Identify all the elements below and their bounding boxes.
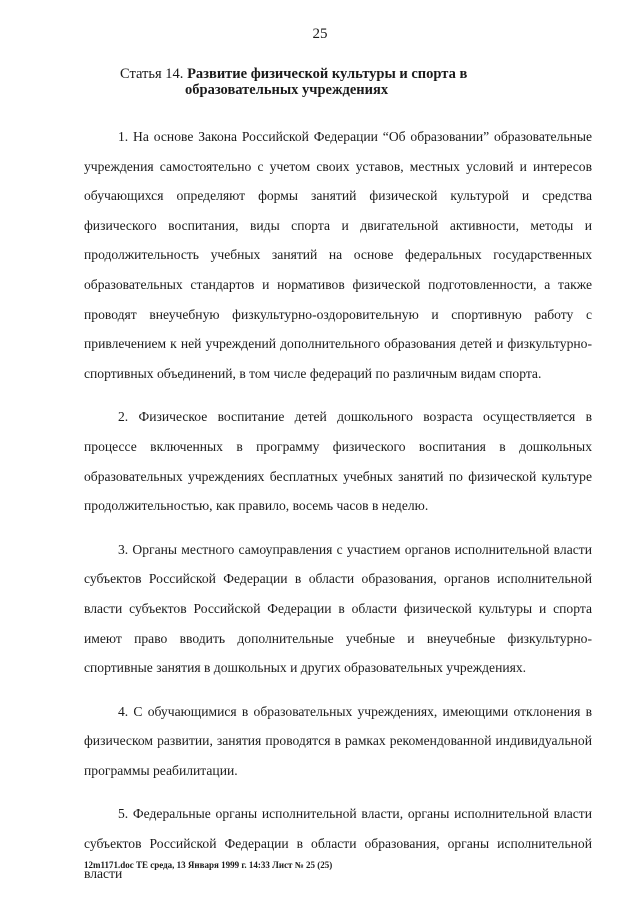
paragraph-5: 5. Федеральные органы исполнительной власти, органы исполнительной власти субъектов Российской Федерации в области образования, органы исполнительной власти	[84, 806, 592, 881]
paragraph-1: 1. На основе Закона Российской Федерации “Об образовании” образовательные учреждения самостоятельно с учетом своих уставов, местных условий и интересов обучающихся определяют формы занятий физической культурой и средства физического воспитания, виды спорта и двигательной активности, методы и продолжительность учебных занятий на основе федеральных государственных образовательных стандартов и нормативов физической подготовленности, а также проводят внеучебную физкультурно-оздоровительную и спортивную работу с привлечением к ней учреждений дополнительного образования детей и физкультурно-спортивных объединений, в том числе федераций по различным видам спорта.	[84, 129, 592, 381]
document-body	[84, 122, 592, 902]
article-title-line2: образовательных учреждениях	[185, 82, 389, 98]
paragraph-4: 4. С обучающимися в образовательных учреждениях, имеющими отклонения в физическом развитии, занятия проводятся в рамках рекомендованной индивидуальной программы реабилитации.	[84, 703, 592, 778]
paragraph-3: 3. Органы местного самоуправления с участием органов исполнительной власти субъектов Российской Федерации в области образования, органов исполнительной власти субъектов Российской Федерации в области физической культуры и спорта имеют право вводить дополнительные учебные и внеучебные физкультурно-спортивные занятия в дошкольных и других образовательных учреждениях.	[84, 541, 592, 676]
paragraph-2: 2. Физическое воспитание детей дошкольного возраста осуществляется в процессе включенных в программу физического воспитания в дошкольных образовательных учреждениях бесплатных учебных занятий по физической культуре продолжительностью, как правило, восемь часов в неделю.	[84, 409, 592, 514]
article-heading	[120, 66, 540, 98]
article-number: Статья 14.	[120, 66, 184, 82]
page-number: 25	[312, 26, 328, 42]
article-title-line1: Развитие физической культуры и спорта в	[187, 66, 468, 82]
document-footer: 12m1171.doc ТЕ среда, 13 Января 1999 г. 14:33 Лист № 25 (25)	[84, 860, 333, 870]
